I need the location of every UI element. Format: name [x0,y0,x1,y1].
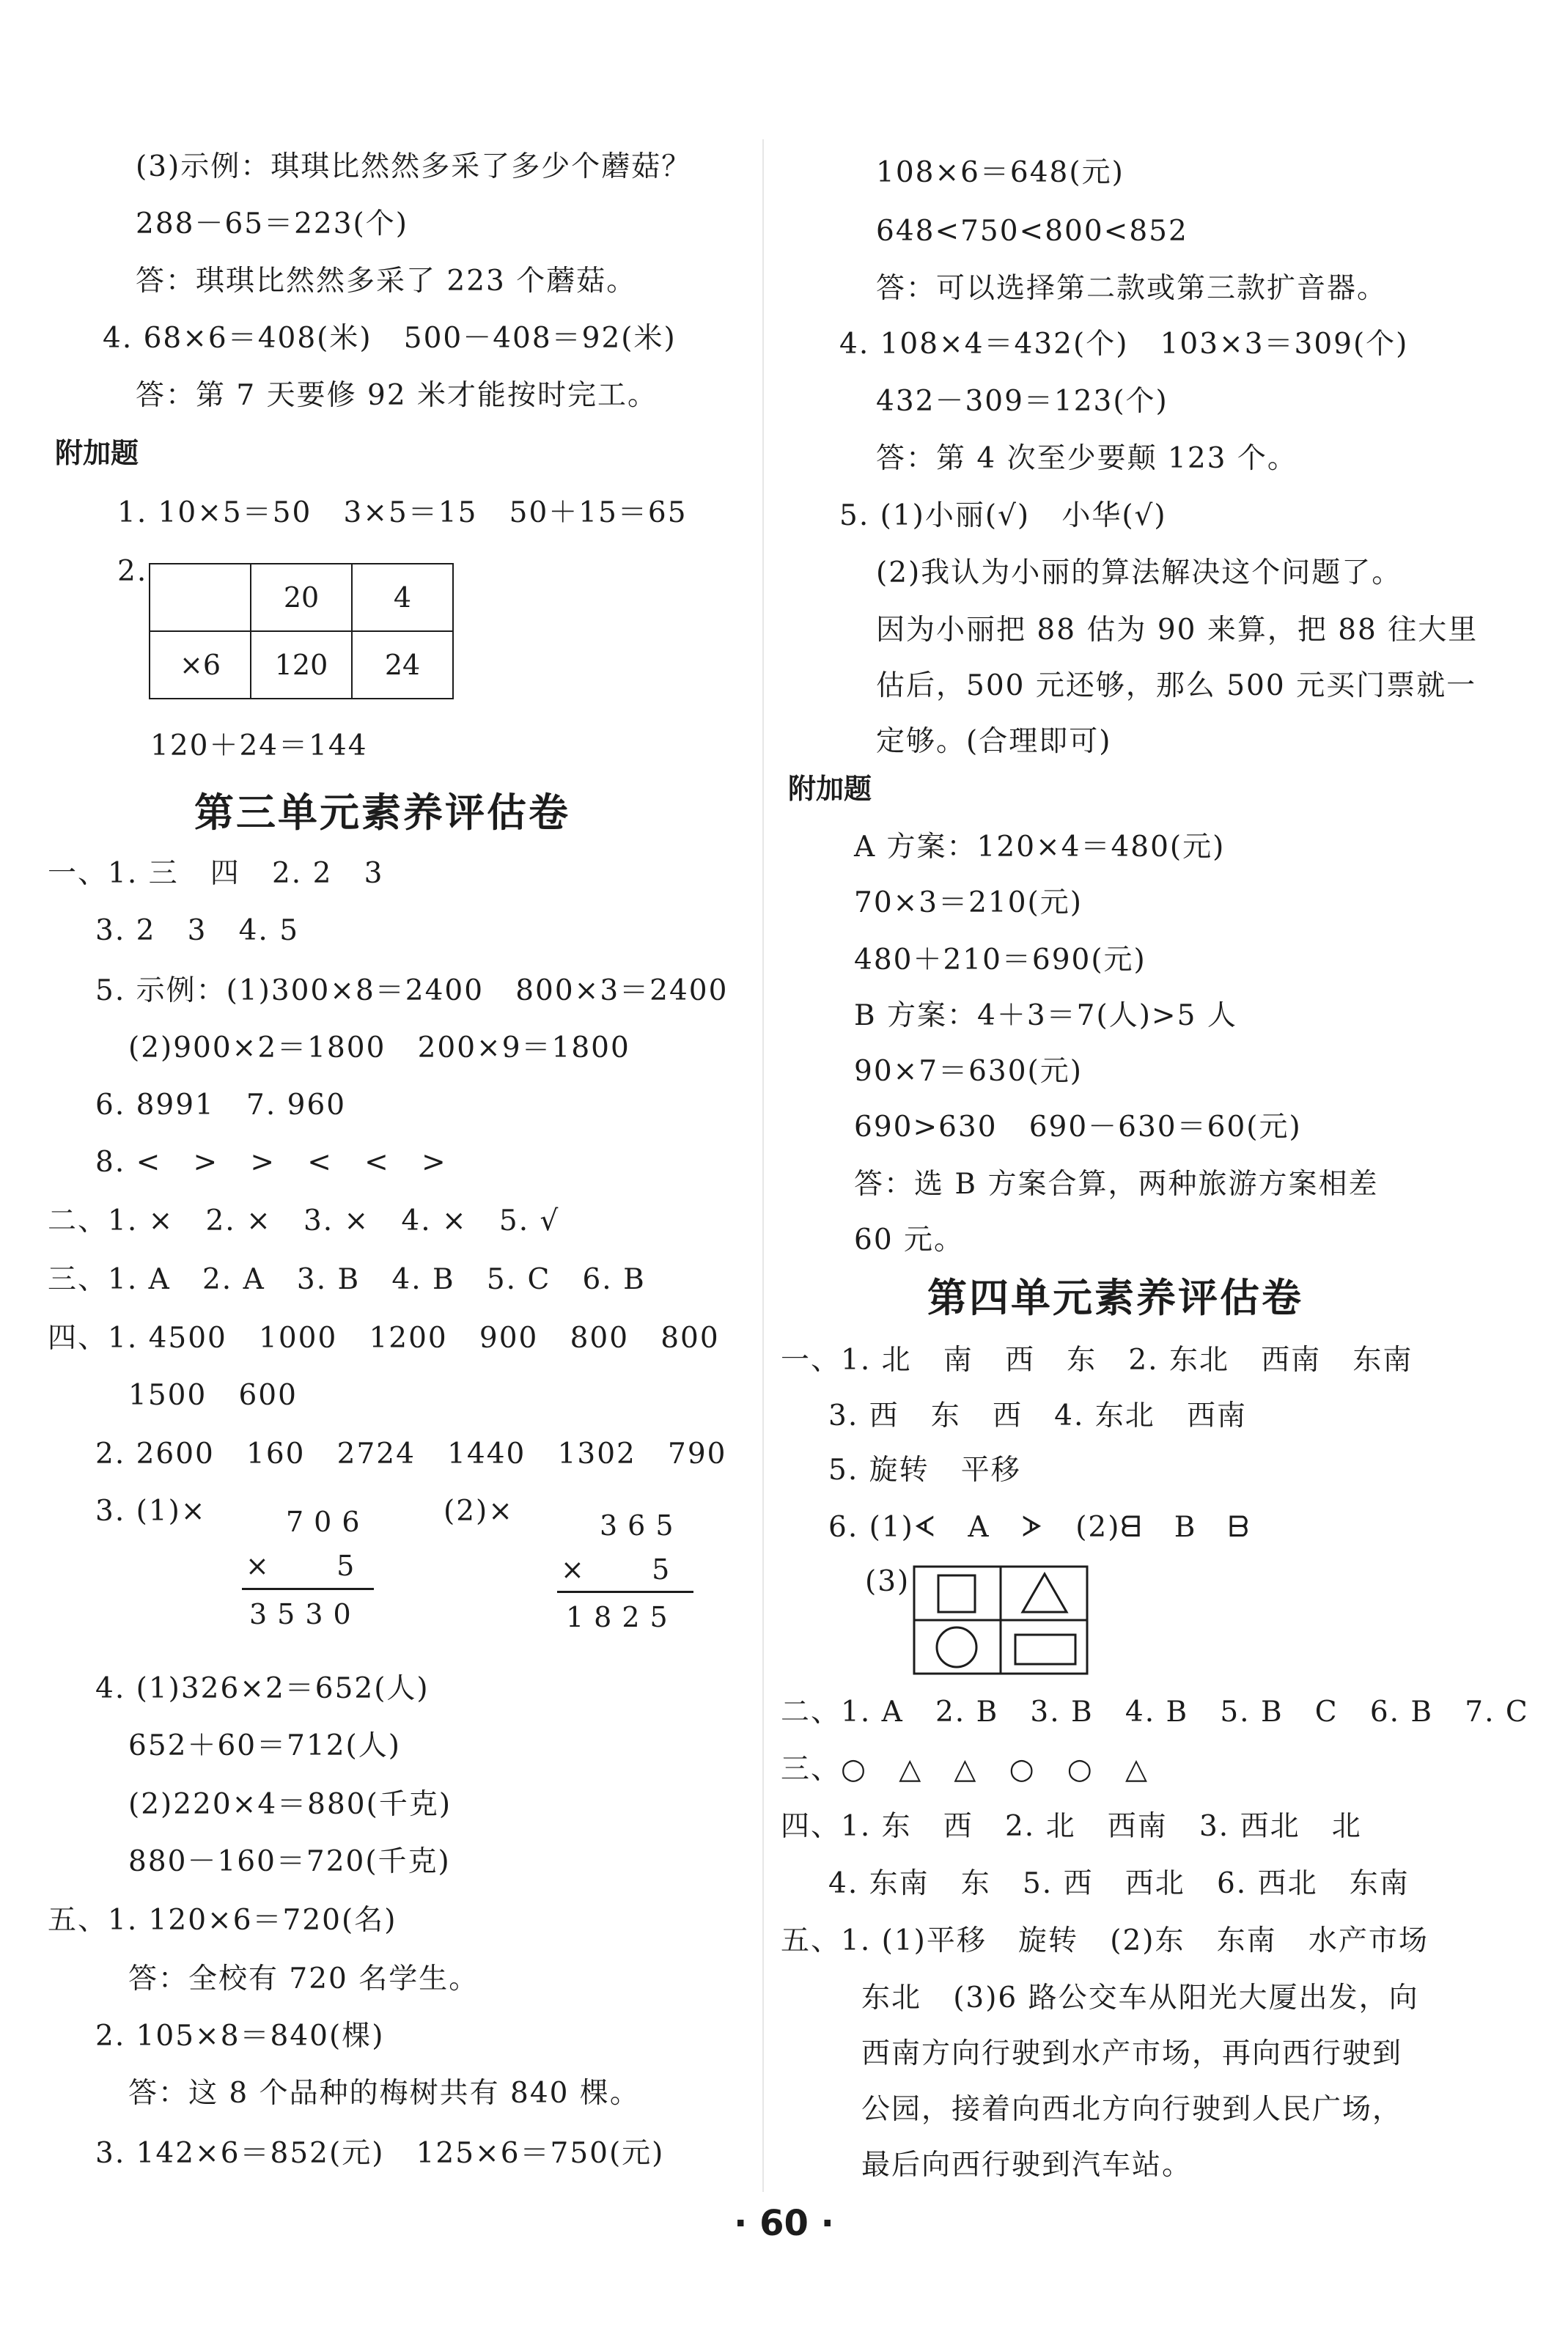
answer-line: 答：第 7 天要修 92 米才能按时完工。 [136,379,658,412]
answer-line: 二、1. A 2. B 3. B 4. B 5. B C 6. B 7. C [781,1696,1529,1729]
answer-line: 一、1. 北 南 西 东 2. 东北 西南 东南 [781,1344,1413,1377]
answer-line: 三、○ △ △ ○ ○ △ [781,1753,1149,1786]
answer-line: 4. 108×4＝432(个) 103×3＝309(个) [839,328,1409,361]
vertical-calc-result: 3530 [249,1598,361,1630]
answer-line: 480＋210＝690(元) [854,943,1146,976]
grid-cell [150,564,251,631]
page-number: · 60 · [734,2203,834,2244]
rectangle-shape [1015,1635,1075,1664]
section-heading: 附加题 [55,437,139,469]
answer-line: 估后，500 元还够，那么 500 元买门票就一 [876,669,1477,702]
circle-shape [937,1627,976,1667]
answer-line: 5. (1)小丽(√) 小华(√) [839,499,1167,532]
column-divider [762,139,764,2192]
answer-line: 五、1. 120×6＝720(名) [48,1904,397,1937]
section-heading: 附加题 [788,773,872,805]
answer-line: 西南方向行驶到水产市场，再向西行驶到 [861,2037,1403,2070]
answer-line: 五、1. (1)平移 旋转 (2)东 东南 水产市场 [781,1924,1429,1957]
answer-line: 3. 2 3 4. 5 [95,914,300,947]
answer-line: 108×6＝648(元) [876,156,1125,189]
vertical-calc-result: 1825 [566,1601,678,1633]
answer-line: 答：这 8 个品种的梅树共有 840 棵。 [128,2077,640,2110]
answer-line: 6. 8991 7. 960 [95,1089,347,1122]
answer-line: 答：第 4 次至少要颠 123 个。 [876,442,1298,475]
answer-line: (2)× [443,1495,514,1528]
answer-line: 公园，接着向西北方向行驶到人民广场， [861,2093,1403,2126]
answer-line: (3) [865,1565,910,1598]
answer-line: 6. (1)ᗉ A ᗆ (2)ᗺ B ᗷ [828,1511,1251,1544]
answer-line: (2)900×2＝1800 200×9＝1800 [128,1031,630,1064]
answer-line: 690>630 690－630＝60(元) [854,1111,1302,1144]
answer-line: 2. 2600 160 2724 1440 1302 790 [95,1438,727,1471]
answer-line: 答：选 B 方案合算，两种旅游方案相差 [854,1168,1379,1201]
square-shape [938,1575,975,1612]
answer-line: 4. (1)326×2＝652(人) [95,1672,430,1705]
answer-line: 2. 105×8＝840(棵) [95,2020,385,2053]
grid-cell: 4 [352,564,453,631]
answer-line: 60 元。 [854,1224,965,1257]
vertical-calc-rule [557,1591,693,1593]
answer-line: 1. 10×5＝50 3×5＝15 50＋15＝65 [117,496,688,529]
grid-cell: 120 [251,631,352,699]
grid-cell: 24 [352,631,453,699]
unit4-title: 第四单元素养评估卷 [927,1275,1303,1321]
answer-line: (2)我认为小丽的算法解决这个问题了。 [876,556,1402,589]
answer-line: 5. 示例：(1)300×8＝2400 800×3＝2400 [95,974,729,1007]
vertical-calc-top: 365 [600,1509,684,1542]
answer-line: 四、1. 4500 1000 1200 900 800 800 [48,1322,720,1355]
answer-line: B 方案：4＋3＝7(人)>5 人 [854,999,1237,1032]
answer-line: A 方案：120×4＝480(元) [854,831,1226,864]
answer-line: 二、1. × 2. × 3. × 4. × 5. √ [48,1204,560,1237]
answer-line: 答：琪琪比然然多采了 223 个蘑菇。 [136,265,637,298]
answer-line: 2. [117,555,148,588]
answer-line: 一、1. 三 四 2. 2 3 [48,857,384,890]
unit3-title: 第三单元素养评估卷 [194,790,570,836]
answer-line: (2)220×4＝880(千克) [128,1788,452,1821]
triangle-shape [1023,1574,1067,1612]
answer-line: 1500 600 [128,1379,298,1412]
answer-line: 四、1. 东 西 2. 北 西南 3. 西北 北 [781,1810,1362,1843]
answer-line: 答：可以选择第二款或第三款扩音器。 [876,272,1388,305]
vertical-calc-rule [242,1588,374,1590]
answer-line: 3. 西 东 西 4. 东北 西南 [828,1399,1247,1432]
grid-cell: 20 [251,564,352,631]
answer-line: 8. < > > < < > [95,1146,447,1179]
answer-line: 3. 142×6＝852(元) 125×6＝750(元) [95,2137,665,2170]
answer-line: 答：全校有 720 名学生。 [128,1962,479,1995]
answer-line: 4. 东南 东 5. 西 西北 6. 西北 东南 [828,1867,1410,1900]
answer-line: 5. 旋转 平移 [828,1454,1021,1487]
answer-line: 因为小丽把 88 估为 90 来算，把 88 往大里 [876,614,1479,647]
vertical-calc-mid: × 5 [561,1553,680,1586]
answer-line: 3. (1)× [95,1495,207,1528]
answer-line: 648<750<800<852 [876,215,1188,248]
answer-line: 288－65＝223(个) [136,207,408,240]
answer-line: 定够。(合理即可) [876,725,1112,758]
answer-line: 三、1. A 2. A 3. B 4. B 5. C 6. B [48,1263,646,1296]
vertical-calc-top: 706 [286,1506,370,1538]
answer-line: 652＋60＝712(人) [128,1729,401,1762]
shape-grid [913,1565,1089,1675]
answer-line: 70×3＝210(元) [854,886,1083,919]
vertical-calc-mid: × 5 [246,1550,365,1582]
answer-line: 东北 (3)6 路公交车从阳光大厦出发，向 [861,1982,1419,2015]
answer-line: (3)示例：琪琪比然然多采了多少个蘑菇？ [136,150,692,183]
answer-line: 432－309＝123(个) [876,385,1168,418]
answer-line: 120＋24＝144 [150,729,368,762]
answer-line: 最后向西行驶到汽车站。 [861,2149,1193,2182]
answer-line: 4. 68×6＝408(米) 500－408＝92(米) [103,322,677,355]
multiplication-grid [149,563,454,699]
answer-line: 880－160＝720(千克) [128,1845,451,1878]
answer-line: 90×7＝630(元) [854,1055,1083,1088]
grid-cell: ×6 [150,631,251,699]
